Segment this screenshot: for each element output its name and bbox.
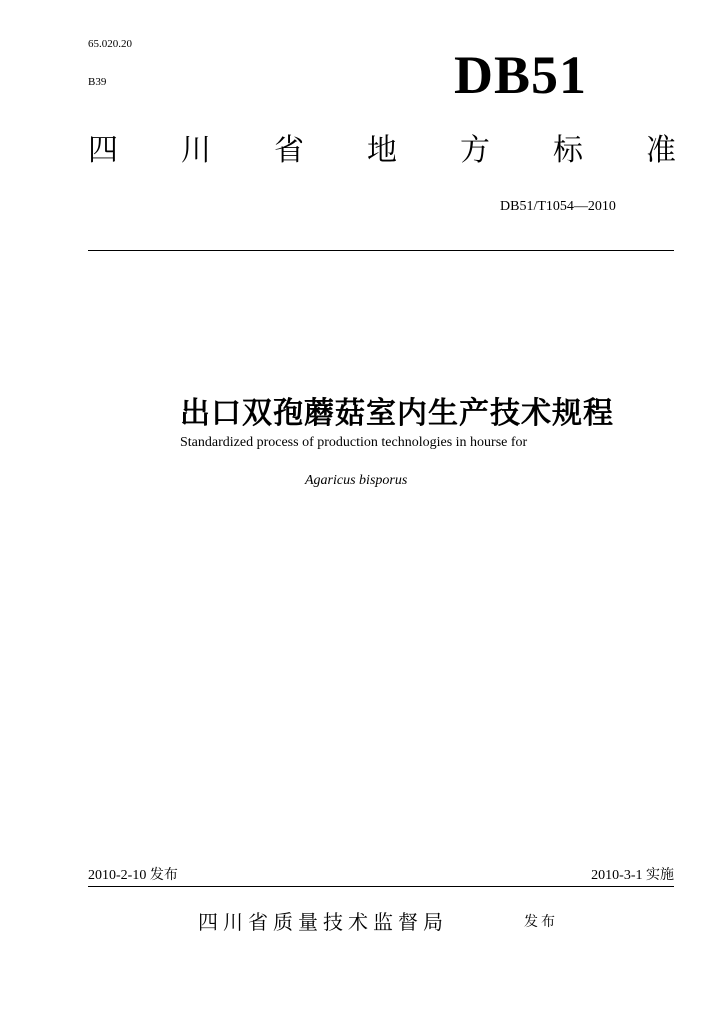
- issue-label: 发布: [149, 867, 178, 883]
- footer-divider: [88, 886, 674, 887]
- publish-label: 发布: [524, 914, 558, 930]
- ccs-code: B39: [88, 76, 107, 88]
- implement-label: 实施: [646, 867, 674, 883]
- standard-number: DB51/T1054—2010: [500, 199, 616, 214]
- standard-type-char: 川: [181, 133, 211, 168]
- standard-type-char: 方: [460, 133, 490, 168]
- ics-code: 65.020.20: [88, 38, 132, 50]
- header-divider: [88, 250, 674, 251]
- document-title-english: Standardized process of production technologies in hourse for: [180, 435, 528, 450]
- document-title-latin: Agaricus bisporus: [305, 473, 408, 488]
- standard-type-char: 省: [274, 133, 304, 168]
- issue-date-line: [88, 864, 178, 884]
- standard-type-char: 准: [646, 133, 676, 168]
- implement-date-line: [591, 864, 674, 884]
- implement-date: 2010-3-1: [591, 868, 643, 883]
- standard-type-char: 地: [367, 133, 397, 168]
- standard-type-char: 标: [553, 133, 583, 168]
- standard-logo: DB51: [454, 45, 588, 105]
- document-title-chinese: 出口双孢蘑菇室内生产技术规程: [180, 396, 614, 431]
- publisher-name: 四川省质量技术监督局: [198, 910, 448, 934]
- standard-type-heading: [88, 133, 676, 168]
- standard-type-char: 四: [88, 133, 118, 168]
- issue-date: 2010-2-10: [88, 868, 147, 883]
